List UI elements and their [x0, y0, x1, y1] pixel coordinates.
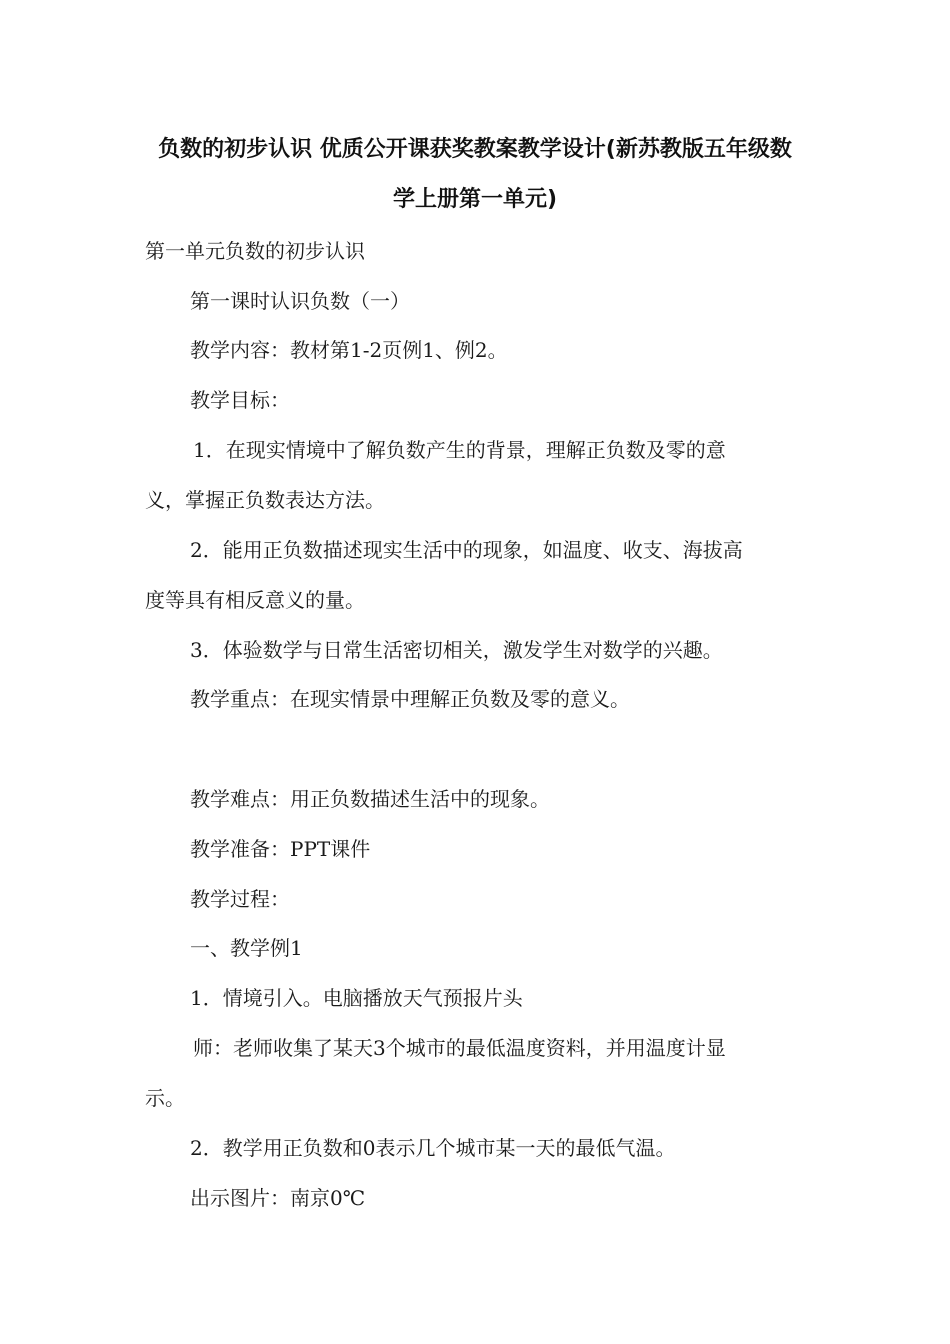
goal-1-line-2: 义，掌握正负数表达方法。 — [145, 488, 385, 512]
teacher-line-1: 师：老师收集了某天3个城市的最低温度资料，并用温度计显 — [193, 1036, 726, 1060]
difficulty: 教学难点：用正负数描述生活中的现象。 — [190, 787, 550, 811]
key-point: 教学重点：在现实情景中理解正负数及零的意义。 — [190, 687, 630, 711]
teaching-goals-label: 教学目标： — [190, 388, 290, 412]
document-title-line-1: 负数的初步认识 优质公开课获奖教案教学设计(新苏教版五年级数 — [158, 137, 792, 162]
preparation: 教学准备：PPT课件 — [190, 837, 371, 861]
show-picture: 出示图片：南京0℃ — [190, 1186, 366, 1210]
goal-3: 3．体验数学与日常生活密切相关，激发学生对数学的兴趣。 — [190, 638, 723, 662]
unit-heading: 第一单元负数的初步认识 — [145, 239, 365, 263]
goal-1-line-1: 1．在现实情境中了解负数产生的背景，理解正负数及零的意 — [193, 438, 726, 462]
teacher-line-2: 示。 — [145, 1086, 185, 1110]
teaching-content: 教学内容：教材第1-2页例1、例2。 — [190, 338, 508, 362]
step-2: 2．教学用正负数和0表示几个城市某一天的最低气温。 — [190, 1136, 676, 1160]
goal-2-line-1: 2．能用正负数描述现实生活中的现象，如温度、收支、海拔高 — [190, 538, 743, 562]
step-1: 1．情境引入。电脑播放天气预报片头 — [190, 986, 523, 1010]
goal-2-line-2: 度等具有相反意义的量。 — [145, 588, 365, 612]
document-title-line-2: 学上册第一单元) — [392, 187, 558, 212]
lesson-heading: 第一课时认识负数（一） — [190, 289, 410, 313]
section-1-heading: 一、教学例1 — [190, 936, 303, 960]
process-label: 教学过程： — [190, 887, 290, 911]
